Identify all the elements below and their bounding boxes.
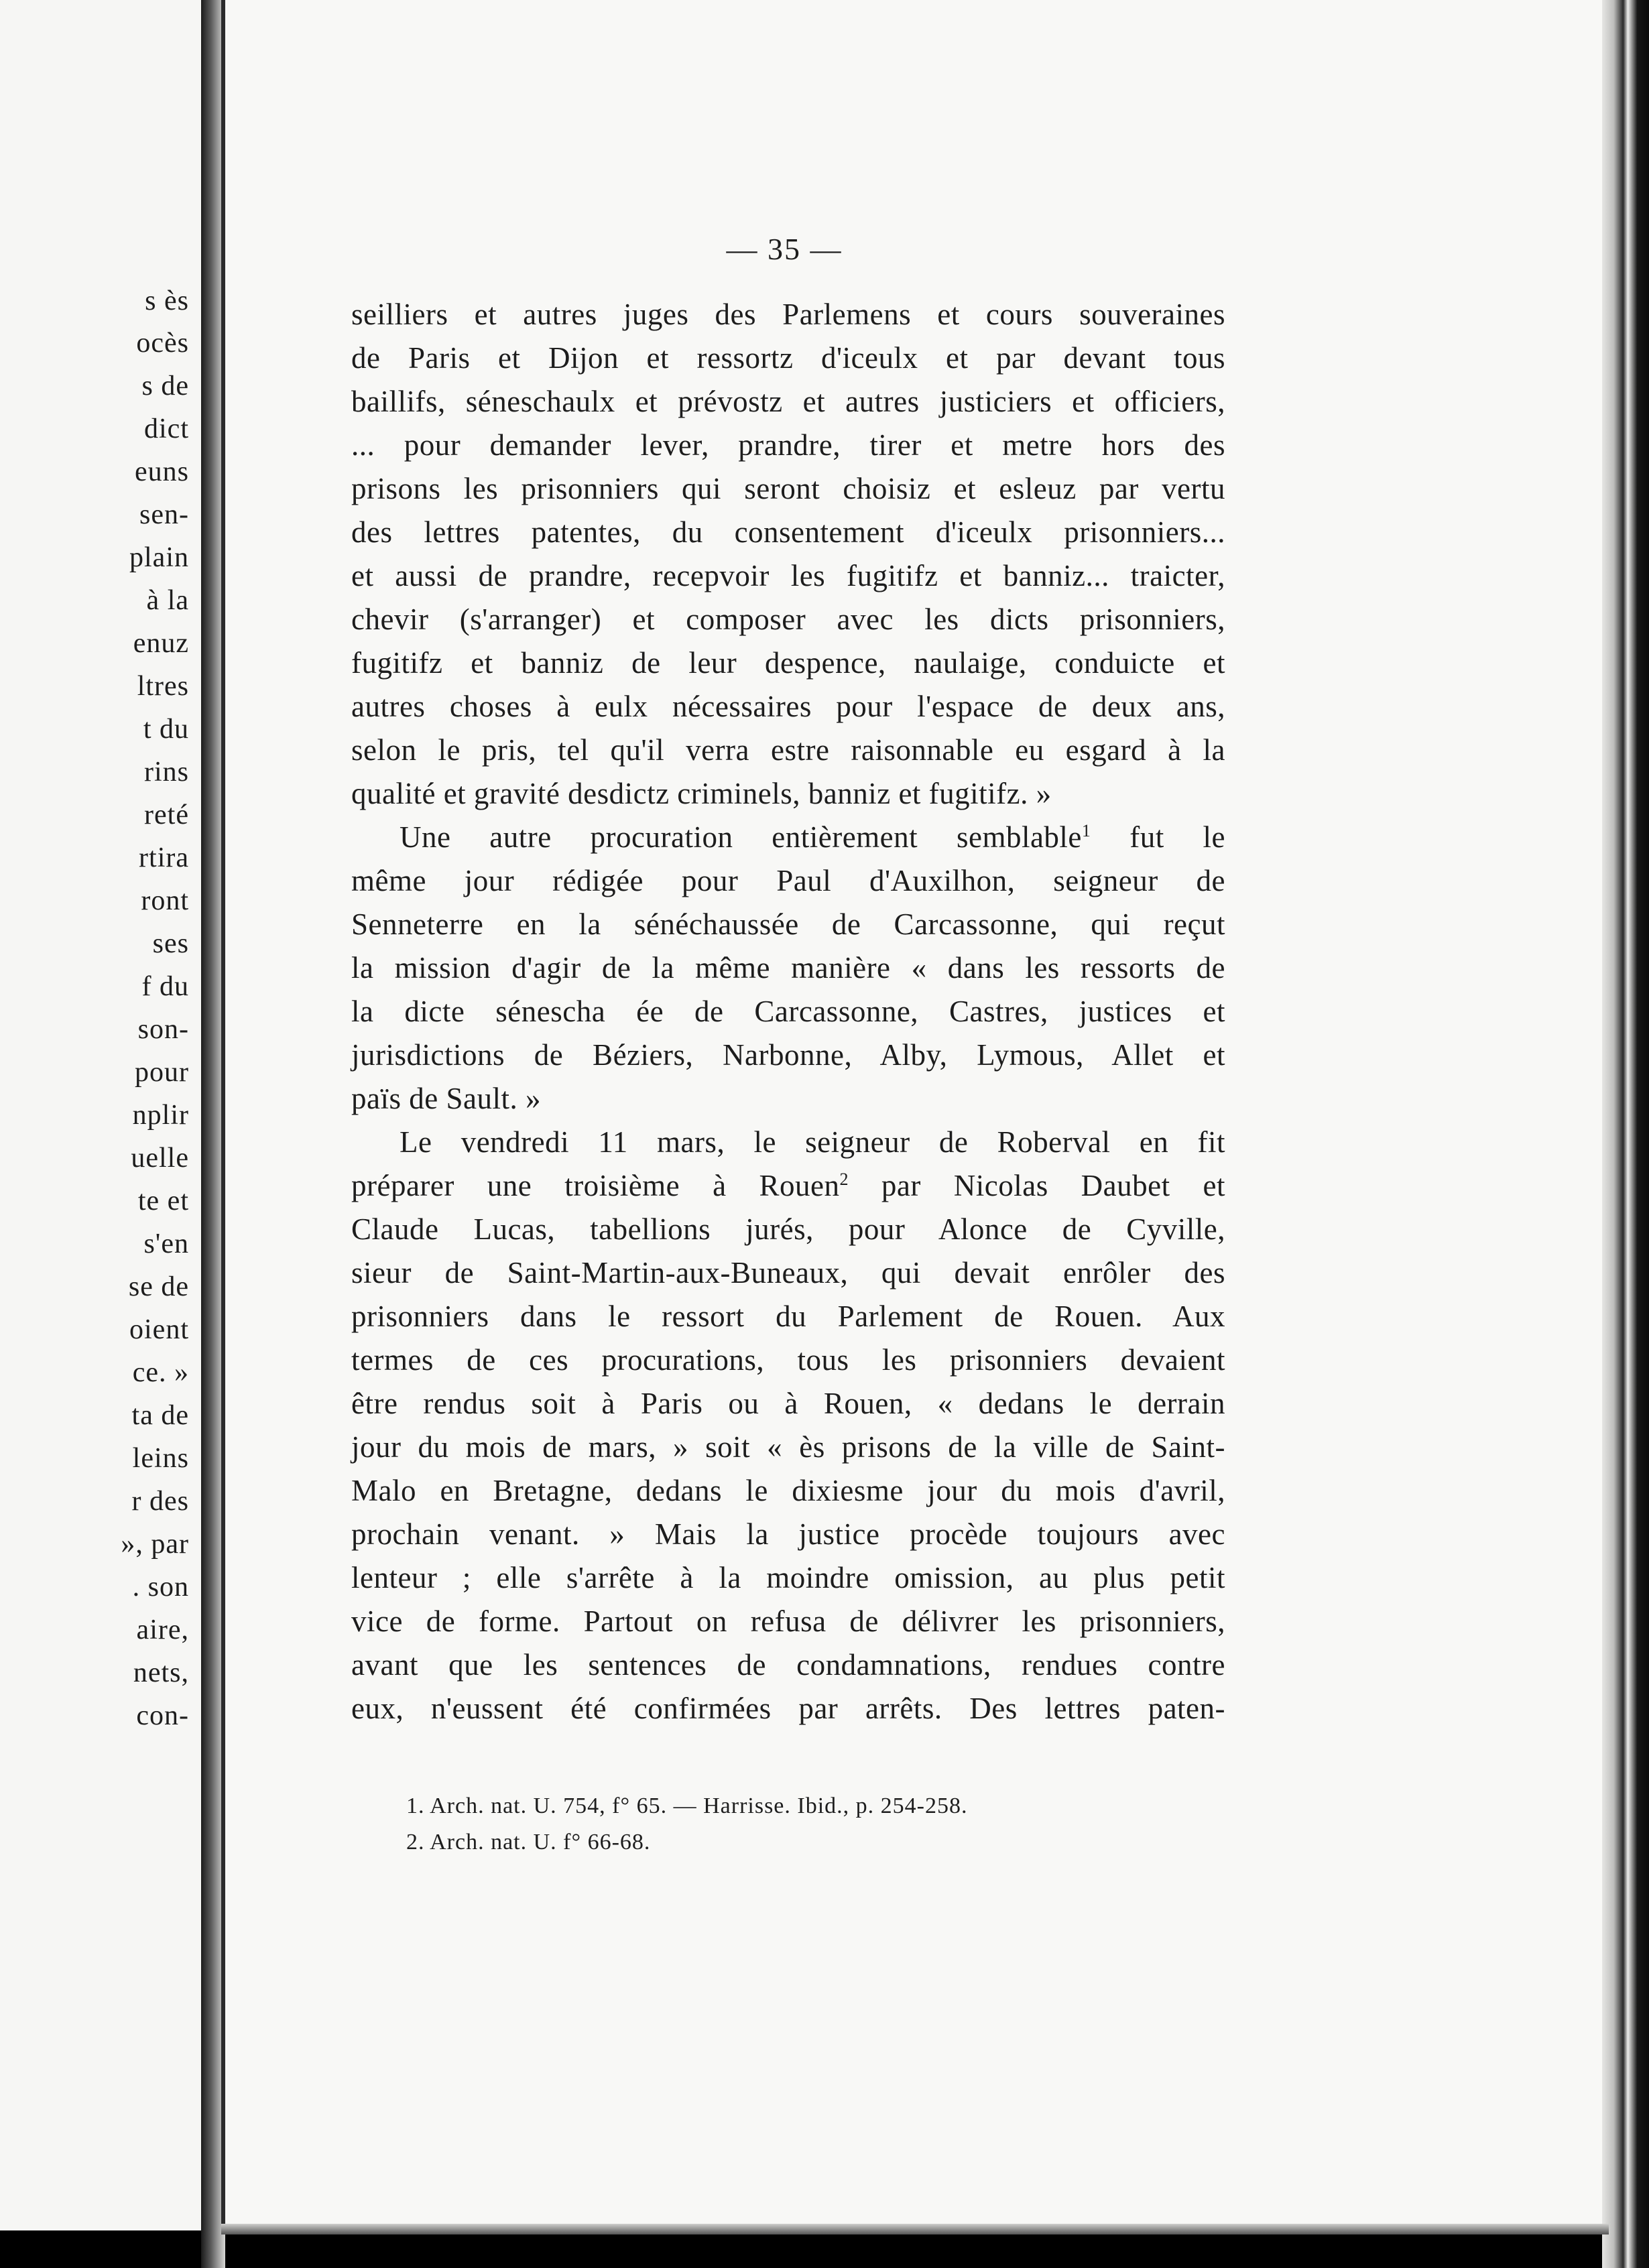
left-line-end: rtira [139,842,189,873]
left-line-end: ta de [131,1400,189,1431]
text-line: eux, n'eussent été confirmées par arrêts. Des lettres paten- [351,1692,1225,1725]
text-line: autres choses à eulx nécessaires pour l'espace de deux ans, [351,690,1225,723]
text-line: même jour rédigée pour Paul d'Auxilhon, seigneur de [351,864,1225,897]
text-line: chevir (s'arranger) et composer avec les dicts prisonniers, [351,603,1225,636]
text-line: être rendus soit à Paris ou à Rouen, « dedans le derrain [351,1387,1225,1420]
text-line: Claude Lucas, tabellions jurés, pour Alonce de Cyville, [351,1212,1225,1246]
text-segment: par Nicolas Daubet et [881,1169,1226,1202]
left-line-end: sen- [139,499,189,530]
text-line: Malo en Bretagne, dedans le dixiesme jour du mois d'avril, [351,1474,1225,1507]
text-segment: Une autre procuration entièrement semblable [400,820,1082,854]
text-line: baillifs, séneschaulx et prévostz et autres justiciers et officiers, [351,385,1225,418]
left-line-end: r des [131,1486,189,1517]
left-line-end: pour [135,1057,189,1088]
left-line-end: uelle [131,1143,189,1174]
left-line-end: », par [121,1529,189,1560]
left-line-end: con- [136,1700,189,1731]
left-facing-page [0,0,204,2230]
left-line-end: plain [129,542,189,573]
left-line-end: ocès [136,328,189,359]
left-line-end: dict [144,414,189,444]
left-line-end: euns [135,456,189,487]
text-line: ... pour demander lever, prandre, tirer et metre hors des [351,428,1225,462]
text-line: prochain venant. » Mais la justice procède toujours avec [351,1517,1225,1551]
text-line [400,818,1225,859]
left-line-end: s de [141,371,189,401]
footnote-2: 2. Arch. nat. U. f° 66-68. [406,1830,651,1854]
left-line-end: ront [141,885,189,916]
text-line: Senneterre en la sénéchaussée de Carcassonne, qui reçut [351,907,1225,941]
left-line-end: son- [137,1014,189,1045]
text-line: fugitifz et banniz de leur despence, naulaige, conduicte et [351,646,1225,680]
text-line: avant que les sentences de condamnations, rendues contre [351,1648,1225,1682]
text-line: prisons les prisonniers qui seront choisiz et esleuz par vertu [351,472,1225,505]
footnote-mark: 2 [839,1170,849,1189]
text-line: prisonniers dans le ressort du Parlement de Rouen. Aux [351,1300,1225,1333]
left-line-end: enuz [133,628,189,659]
left-line-end: f du [141,971,189,1002]
left-line-end: ce. » [132,1357,189,1388]
left-line-end: te et [137,1186,189,1216]
left-line-end: se de [128,1271,189,1302]
left-line-end: oient [129,1314,189,1345]
text-line: vice de forme. Partout on refusa de délivrer les prisonniers, [351,1604,1225,1638]
text-line: seilliers et autres juges des Parlemens et cours souveraines [351,298,1225,331]
text-line: et aussi de prandre, recepvoir les fugitifz et banniz... traicter, [351,559,1225,592]
text-line: la dicte sénescha ée de Carcassonne, Castres, justices et [351,995,1225,1028]
text-line: jour du mois de mars, » soit « ès prisons de la ville de Saint- [351,1430,1225,1464]
left-line-end: nplir [132,1100,189,1131]
left-line-end: à la [146,585,189,616]
text-line: des lettres patentes, du consentement d'iceulx prisonniers... [351,515,1225,549]
left-line-end: leins [132,1443,189,1474]
left-line-end: . son [132,1572,189,1602]
text-line: termes de ces procurations, tous les prisonniers devaient [351,1343,1225,1377]
text-line: Le vendredi 11 mars, le seigneur de Roberval en fit [400,1125,1225,1159]
text-line: lenteur ; elle s'arrête à la moindre omission, au plus petit [351,1561,1225,1594]
text-segment: préparer une troisième à Rouen [351,1169,840,1202]
text-line: selon le pris, tel qu'il verra estre raisonnable eu esgard à la [351,733,1225,767]
page-number: — 35 — [726,232,843,266]
left-line-end: rins [144,757,189,788]
left-line-end: nets, [133,1657,189,1688]
text-line: païs de Sault. » [351,1082,541,1115]
left-line-end: reté [144,800,189,830]
text-line: sieur de Saint-Martin-aux-Buneaux, qui devait enrôler des [351,1256,1225,1289]
footnote-mark: 1 [1081,821,1091,840]
page-edge [1602,0,1649,2268]
text-line: qualité et gravité desdictz criminels, banniz et fugitifz. » [351,777,1052,810]
text-line: de Paris et Dijon et ressortz d'iceulx et par devant tous [351,341,1225,375]
left-line-end: ses [152,928,189,959]
left-line-end: t du [143,714,189,745]
left-line-end: s ès [145,286,189,316]
page-bottom-edge [221,2224,1609,2234]
left-line-end: aire, [136,1615,189,1645]
text-line: la mission d'agir de la même manière « dans les ressorts de [351,951,1225,985]
left-line-end: ltres [137,671,189,702]
footnote-1: 1. Arch. nat. U. 754, f° 65. — Harrisse. Ibid., p. 254-258. [406,1793,968,1818]
text-line [351,1167,1225,1207]
text-segment: fut le [1129,820,1225,854]
left-line-end: s'en [143,1228,189,1259]
text-line: jurisdictions de Béziers, Narbonne, Alby, Lymous, Allet et [351,1038,1225,1072]
